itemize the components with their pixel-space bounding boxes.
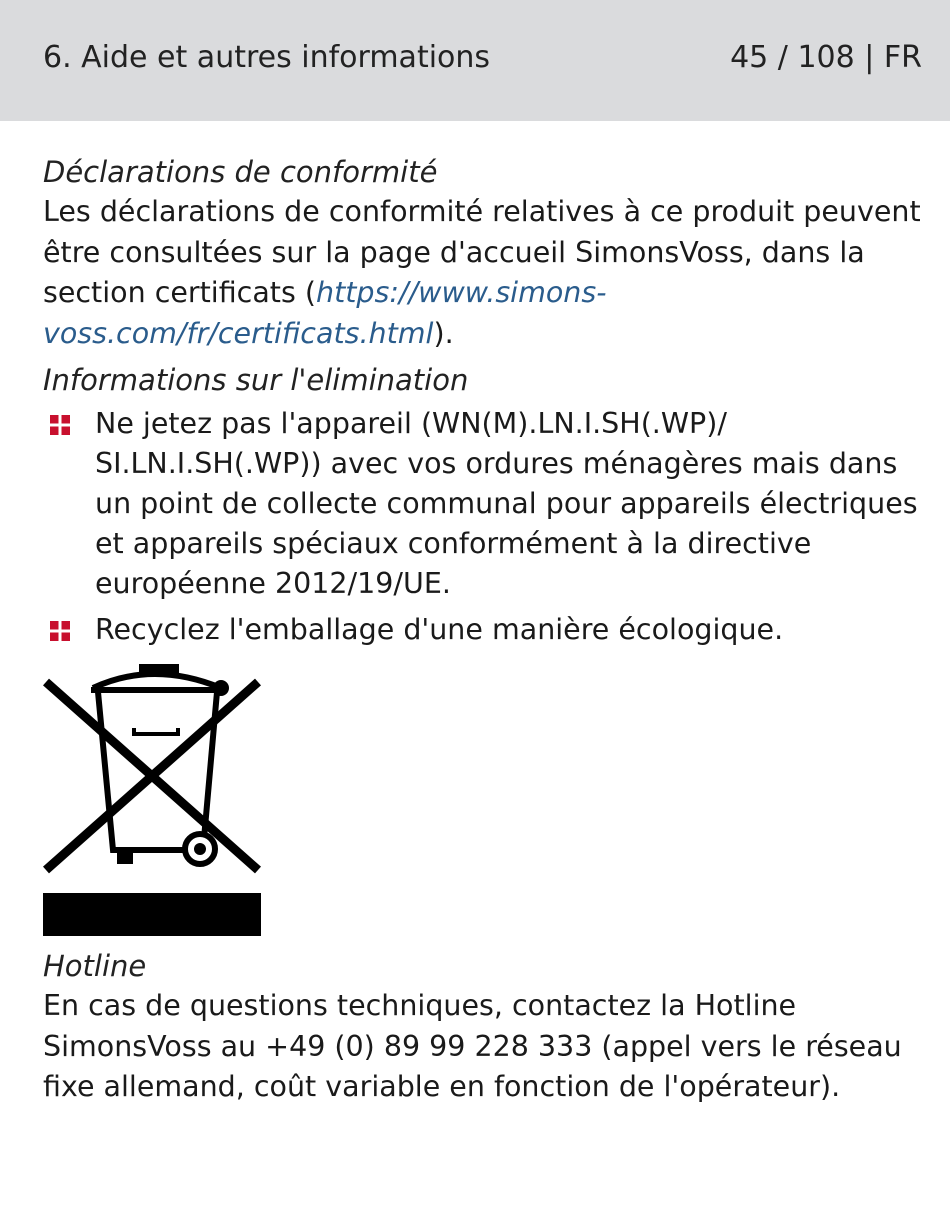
hotline-heading: Hotline <box>43 949 147 983</box>
hotline-text: En cas de questions techniques, contactez la Hotline SimonsVoss au +49 (0) 89 99 228 333 (appel vers le réseau fixe allemand, coût variable en fonction de l'opérateur). <box>43 989 902 1103</box>
disposal-list <box>43 404 923 650</box>
bullet-squares-icon <box>50 415 70 435</box>
list-item-text: Recyclez l'emballage d'une manière écologique. <box>95 613 784 646</box>
list-item-text: Ne jetez pas l'appareil (WN(M).LN.I.SH(.WP)/ SI.LN.I.SH(.WP)) avec vos ordures ménagères mais dans un point de collecte communal pour appareils électriques et appareils spéciaux conformément à la directive européenne 2012/19/UE. <box>95 407 918 600</box>
page-content <box>43 152 923 1108</box>
list-item <box>43 404 923 604</box>
conformity-text <box>43 192 923 354</box>
conformity-heading: Déclarations de conformité <box>43 155 438 189</box>
weee-crossed-bin-icon <box>43 660 263 938</box>
section-title: 6. Aide et autres informations <box>43 40 491 75</box>
page-indicator: 45 / 108 | FR <box>730 40 922 75</box>
bullet-squares-icon <box>50 621 70 641</box>
page-header <box>0 0 950 121</box>
conformity-text-start: Les déclarations de conformité relatives à ce produit peuvent être consultées sur la page d'accueil SimonsVoss, dans la section certificats ( <box>43 195 921 309</box>
certificates-link[interactable]: https://www.simons-voss.com/fr/certificats.html <box>43 276 607 350</box>
disposal-heading: Informations sur l'elimination <box>43 363 469 397</box>
conformity-text-end: ). <box>433 316 454 350</box>
list-item <box>43 610 923 650</box>
